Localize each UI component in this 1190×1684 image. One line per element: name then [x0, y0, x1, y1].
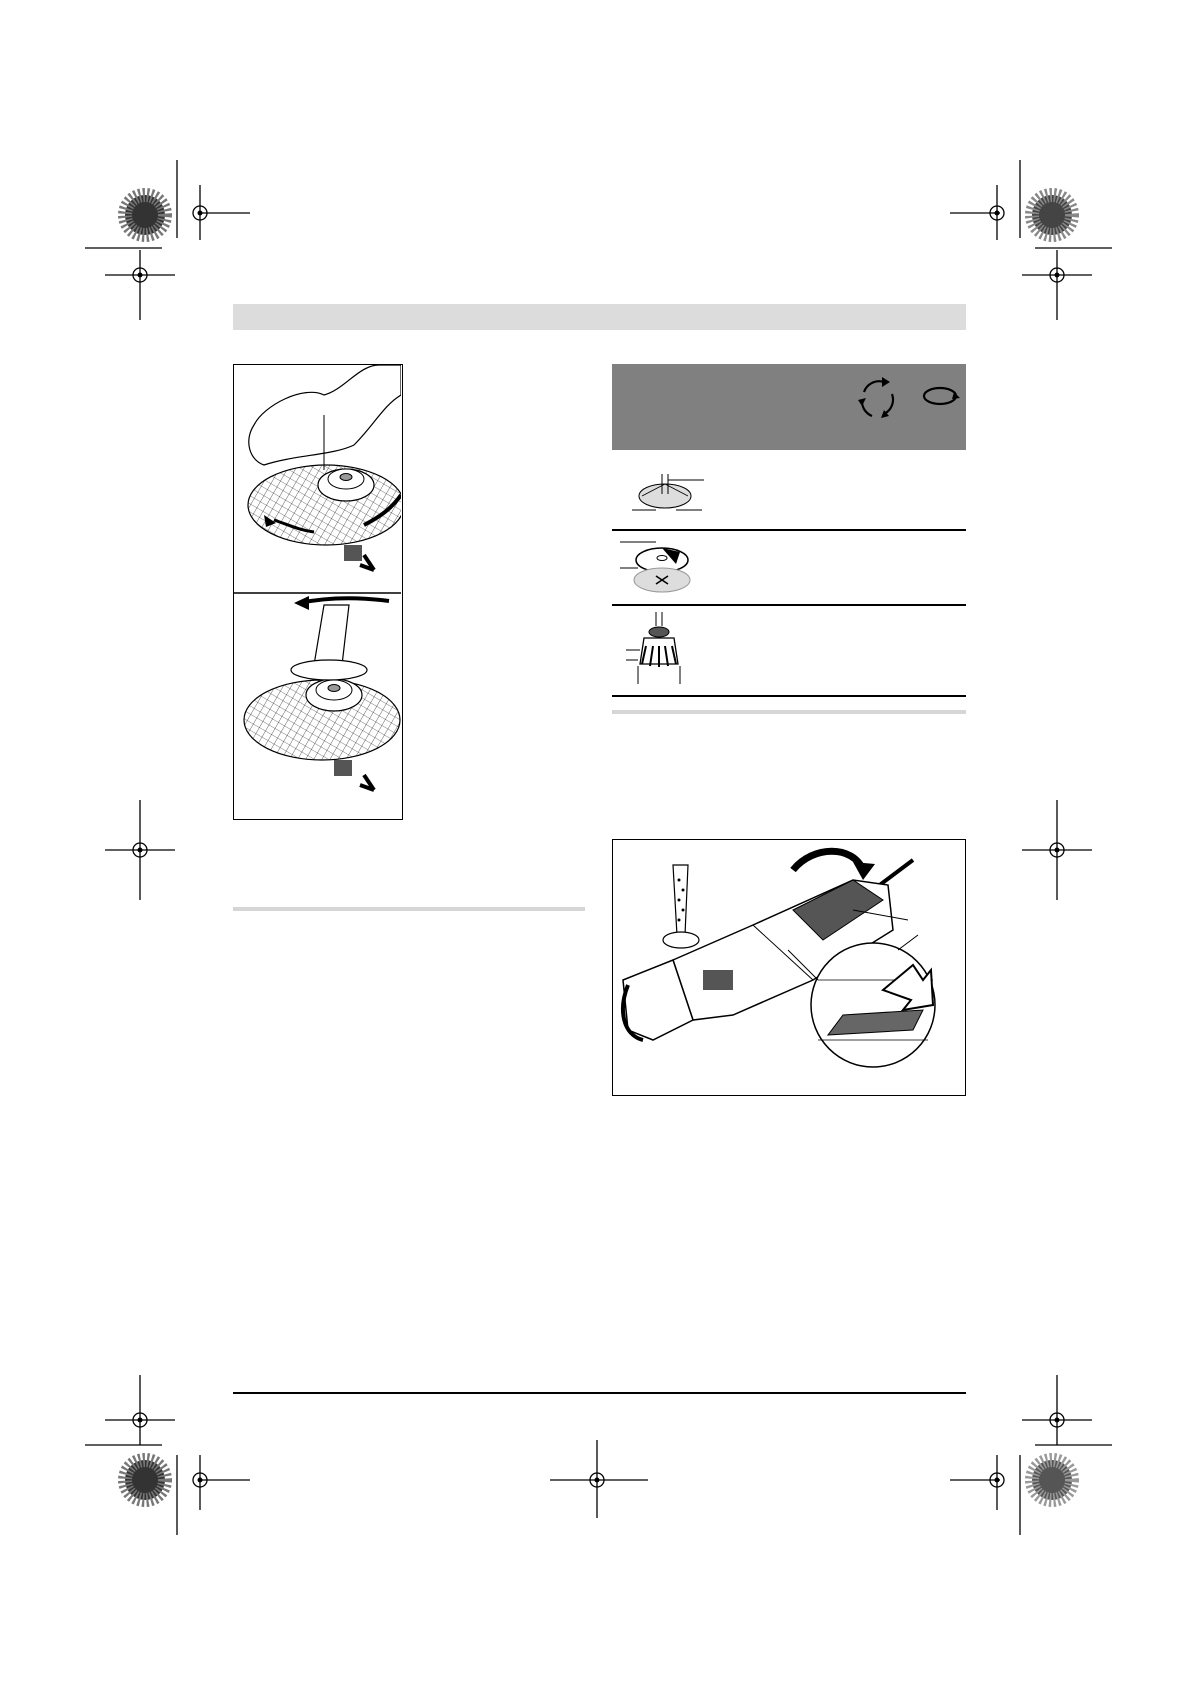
grinding-disc-nut-mounting-illustration — [234, 365, 401, 818]
disc-table-header — [612, 364, 966, 450]
table-row-divider-2 — [612, 604, 966, 606]
table-bottom-rule — [612, 695, 966, 697]
angle-grinder-handle-rotation-illustration — [613, 840, 964, 1094]
rotation-direction-icon — [854, 374, 902, 422]
section-divider-left — [233, 907, 585, 911]
mounting-figure — [233, 364, 403, 820]
grinding-disc-icon — [620, 538, 700, 598]
table-row-divider-1 — [612, 529, 966, 531]
cup-brush-icon — [626, 612, 688, 686]
spindle-thread-icon — [920, 384, 960, 408]
page-header-band — [233, 304, 966, 330]
section-divider-right — [612, 710, 966, 714]
page-footer-rule — [233, 1392, 966, 1394]
grinder-figure — [612, 839, 966, 1096]
cutting-disc-icon — [632, 470, 706, 514]
